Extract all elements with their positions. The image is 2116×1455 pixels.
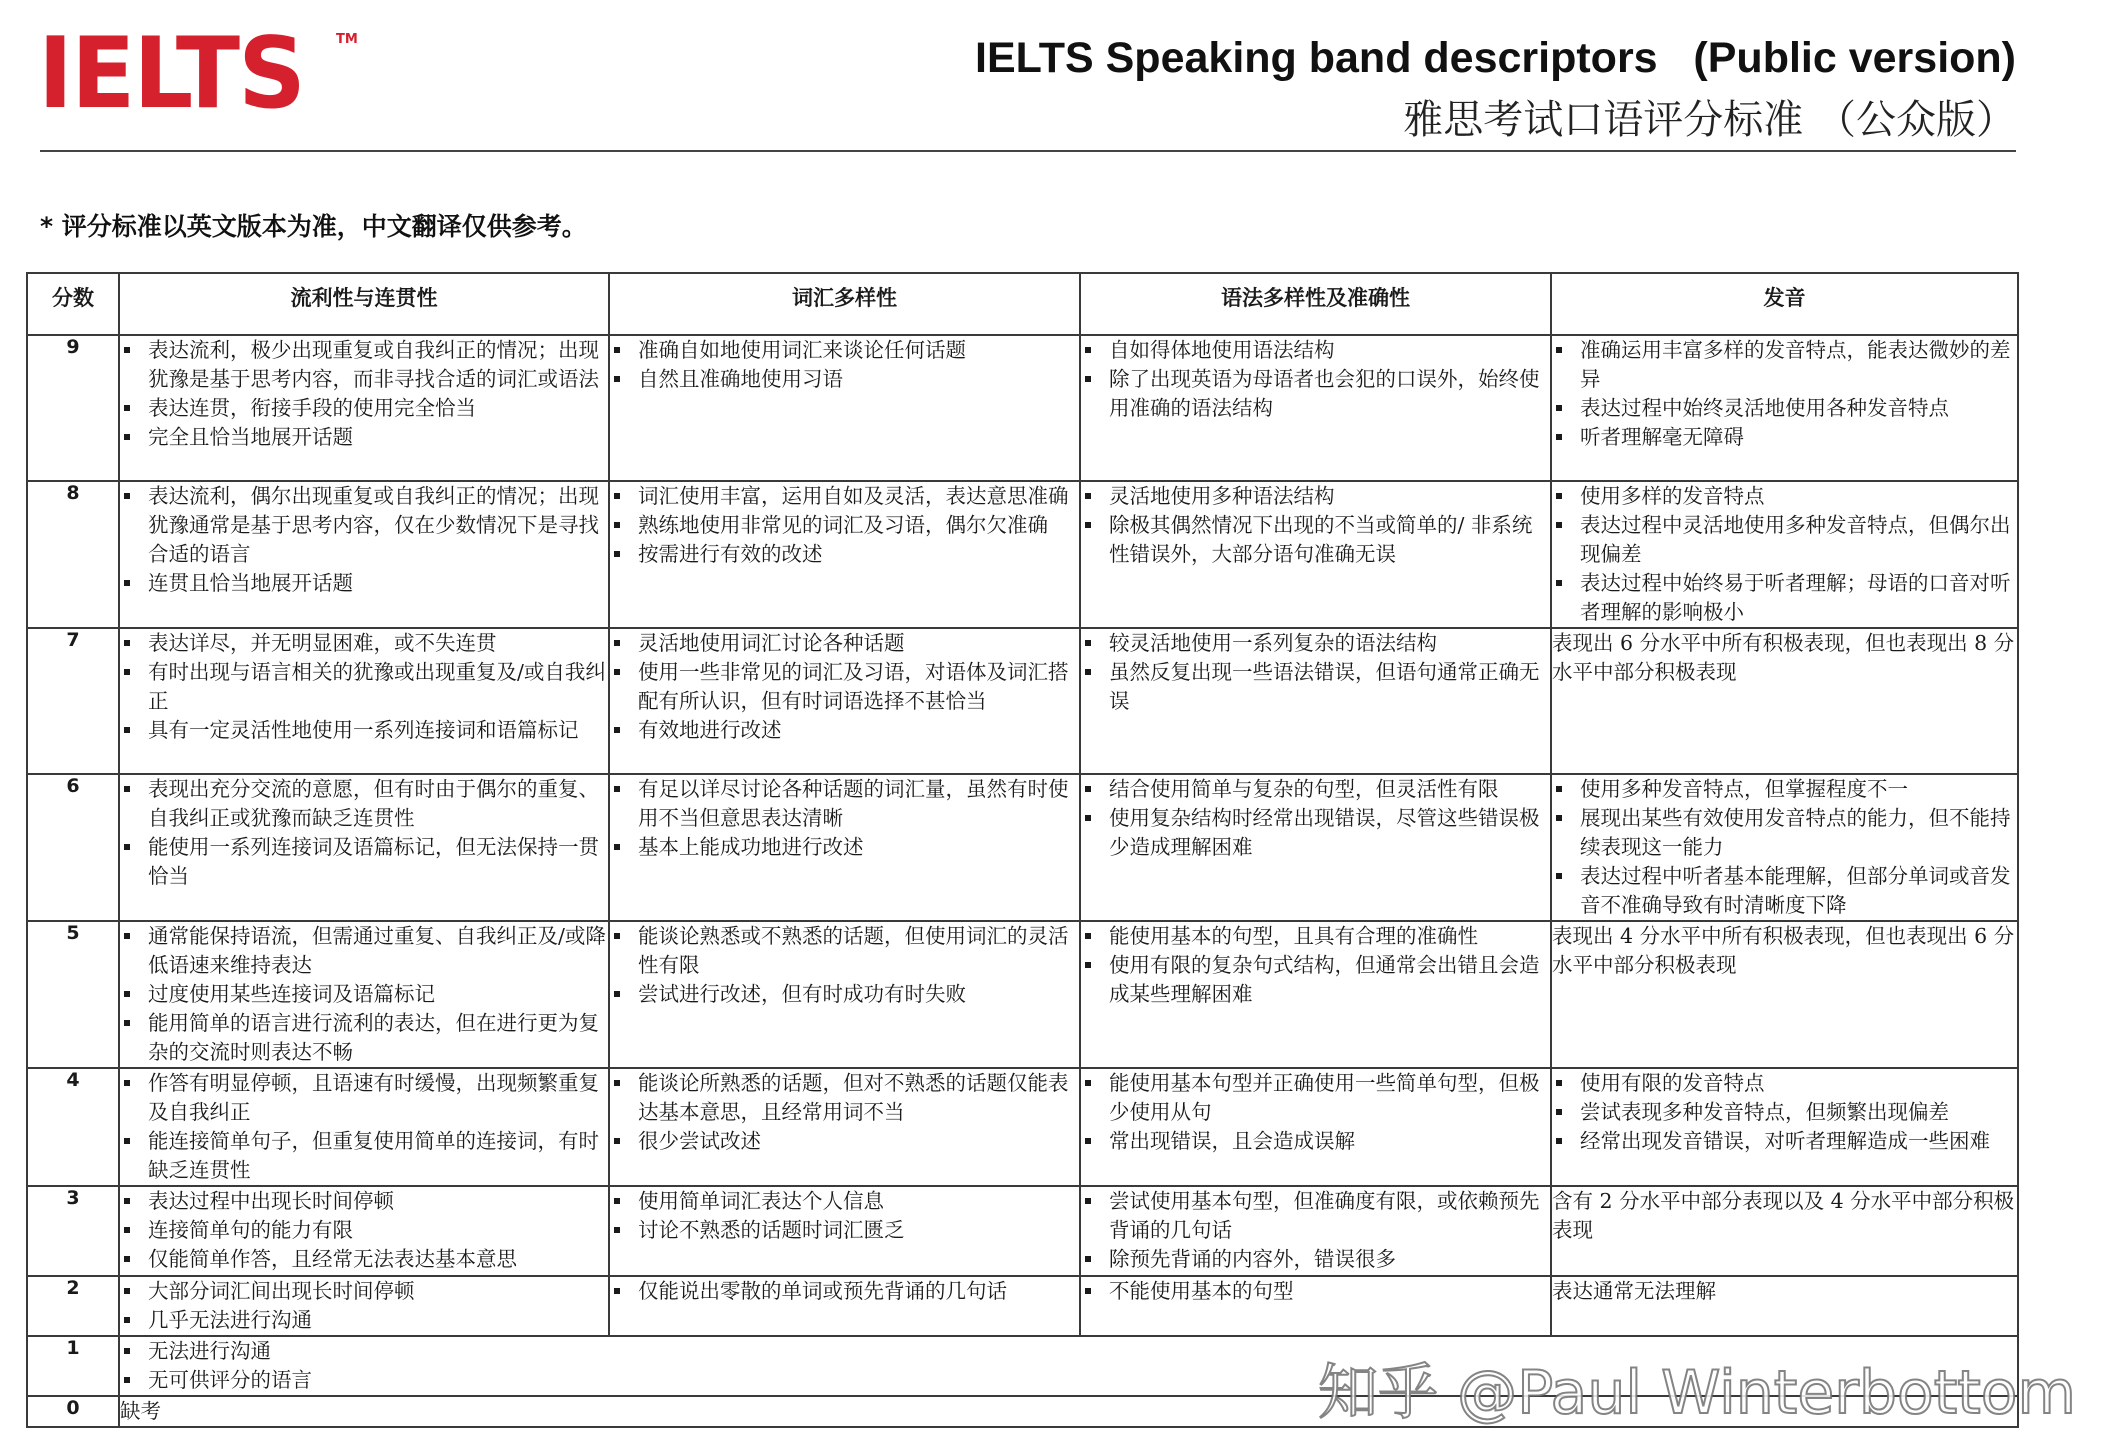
bullet-list [1081, 1277, 1550, 1306]
fluency-cell [119, 921, 609, 1068]
bullet-list [120, 1277, 608, 1335]
pronunciation-cell [1551, 1068, 2018, 1186]
list-item: 常出现错误，且会造成误解 [1081, 1127, 1550, 1156]
bullet-list [610, 336, 1079, 394]
fluency-cell [119, 1068, 609, 1186]
fluency-cell [119, 1276, 609, 1336]
list-item: 使用一些非常见的词汇及习语，对语体及词汇搭配有所认识，但有时词语选择不甚恰当 [610, 658, 1079, 716]
bullet-list [1552, 336, 2017, 452]
list-item: 过度使用某些连接词及语篇标记 [120, 980, 608, 1009]
list-item: 表达详尽，并无明显困难，或不失连贯 [120, 629, 608, 658]
fluency-cell [119, 628, 609, 774]
list-item: 不能使用基本的句型 [1081, 1277, 1550, 1306]
list-item: 基本上能成功地进行改述 [610, 833, 1079, 862]
pronunciation-cell [1551, 774, 2018, 921]
bullet-list [120, 775, 608, 891]
list-item: 无法进行沟通 [120, 1337, 2017, 1366]
list-item: 准确运用丰富多样的发音特点，能表达微妙的差异 [1552, 336, 2017, 394]
bullet-list [120, 336, 608, 452]
list-item: 作答有明显停顿，且语速有时缓慢，出现频繁重复及自我纠正 [120, 1069, 608, 1127]
fluency-cell [119, 481, 609, 628]
list-item: 能使用基本句型并正确使用一些简单句型，但极少使用从句 [1081, 1069, 1550, 1127]
lexical-cell [609, 628, 1080, 774]
table-row [27, 1186, 2018, 1276]
list-item: 听者理解毫无障碍 [1552, 423, 2017, 452]
list-item: 尝试进行改述，但有时成功有时失败 [610, 980, 1079, 1009]
bullet-list [1081, 482, 1550, 569]
bullet-list [610, 1277, 1079, 1306]
header-score: 分数 [27, 273, 119, 335]
grammar-cell [1080, 481, 1551, 628]
fluency-cell [119, 1186, 609, 1276]
list-item: 经常出现发音错误，对听者理解造成一些困难 [1552, 1127, 2017, 1156]
bullet-list [1081, 336, 1550, 423]
bullet-list [1081, 1187, 1550, 1274]
logo-wordmark: IELTS [38, 17, 304, 131]
pronunciation-cell: 表达通常无法理解 [1551, 1276, 2018, 1336]
list-item: 灵活地使用多种语法结构 [1081, 482, 1550, 511]
grammar-cell [1080, 1068, 1551, 1186]
bullet-list [120, 922, 608, 1067]
band-descriptor-table [26, 272, 2019, 1428]
list-item: 虽然反复出现一些语法错误，但语句通常正确无误 [1081, 658, 1550, 716]
list-item: 尝试表现多种发音特点，但频繁出现偏差 [1552, 1098, 2017, 1127]
grammar-cell [1080, 774, 1551, 921]
lexical-cell [609, 774, 1080, 921]
ielts-logo [38, 17, 358, 131]
header-lexical: 词汇多样性 [609, 273, 1080, 335]
table-row [27, 628, 2018, 774]
list-item: 通常能保持语流，但需通过重复、自我纠正及/或降低语速来维持表达 [120, 922, 608, 980]
list-item: 完全且恰当地展开话题 [120, 423, 608, 452]
header-pronunciation: 发音 [1551, 273, 2018, 335]
list-item: 除极其偶然情况下出现的不当或简单的/ 非系统性错误外，大部分语句准确无误 [1081, 511, 1550, 569]
list-item: 词汇使用丰富，运用自如及灵活，表达意思准确 [610, 482, 1079, 511]
list-item: 自然且准确地使用习语 [610, 365, 1079, 394]
list-item: 表达过程中听者基本能理解，但部分单词或音发音不准确导致有时清晰度下降 [1552, 862, 2017, 920]
list-item: 能用简单的语言进行流利的表达，但在进行更为复杂的交流时则表达不畅 [120, 1009, 608, 1067]
bullet-list [610, 629, 1079, 745]
list-item: 能谈论熟悉或不熟悉的话题，但使用词汇的灵活性有限 [610, 922, 1079, 980]
list-item: 有足以详尽讨论各种话题的词汇量，虽然有时使用不当但意思表达清晰 [610, 775, 1079, 833]
list-item: 连接简单句的能力有限 [120, 1216, 608, 1245]
page-title-english: IELTS Speaking band descriptors (Public version) [975, 34, 2016, 82]
table-row [27, 921, 2018, 1068]
list-item: 使用有限的复杂句式结构，但通常会出错且会造成某些理解困难 [1081, 951, 1550, 1009]
grammar-cell [1080, 628, 1551, 774]
page-title-chinese: 雅思考试口语评分标准 （公众版） [1403, 97, 2016, 143]
band-score: 1 [27, 1336, 119, 1396]
list-item: 熟练地使用非常见的词汇及习语，偶尔欠准确 [610, 511, 1079, 540]
zhihu-watermark: 知乎 @Paul Winterbottom [1318, 1358, 2076, 1428]
list-item: 按需进行有效的改述 [610, 540, 1079, 569]
bullet-list [610, 1187, 1079, 1245]
list-item: 有时出现与语言相关的犹豫或出现重复及/或自我纠正 [120, 658, 608, 716]
list-item: 大部分词汇间出现长时间停顿 [120, 1277, 608, 1306]
list-item: 使用复杂结构时经常出现错误，尽管这些错误极少造成理解困难 [1081, 804, 1550, 862]
list-item: 除预先背诵的内容外，错误很多 [1081, 1245, 1550, 1274]
table-header-row [27, 273, 2018, 335]
list-item: 无可供评分的语言 [120, 1366, 2017, 1395]
pronunciation-cell: 含有 2 分水平中部分表现以及 4 分水平中部分积极表现 [1551, 1186, 2018, 1276]
list-item: 几乎无法进行沟通 [120, 1306, 608, 1335]
lexical-cell [609, 921, 1080, 1068]
table-row [27, 1068, 2018, 1186]
list-item: 尝试使用基本句型，但准确度有限，或依赖预先背诵的几句话 [1081, 1187, 1550, 1245]
bullet-list [1552, 775, 2017, 920]
table-row [27, 1276, 2018, 1336]
bullet-list [120, 1069, 608, 1185]
grammar-cell [1080, 335, 1551, 481]
grammar-cell [1080, 921, 1551, 1068]
list-item: 仅能简单作答，且经常无法表达基本意思 [120, 1245, 608, 1274]
list-item: 仅能说出零散的单词或预先背诵的几句话 [610, 1277, 1079, 1306]
list-item: 表达过程中始终易于听者理解；母语的口音对听者理解的影响极小 [1552, 569, 2017, 627]
bullet-list [120, 629, 608, 745]
bullet-list [1081, 629, 1550, 716]
grammar-cell [1080, 1186, 1551, 1276]
list-item: 表达过程中出现长时间停顿 [120, 1187, 608, 1216]
band-score: 5 [27, 921, 119, 1068]
list-item: 除了出现英语为母语者也会犯的口误外，始终使用准确的语法结构 [1081, 365, 1550, 423]
list-item: 表达流利，偶尔出现重复或自我纠正的情况；出现犹豫通常是基于思考内容，仅在少数情况下是寻找合适的语言 [120, 482, 608, 569]
lexical-cell [609, 335, 1080, 481]
grammar-cell [1080, 1276, 1551, 1336]
list-item: 表达过程中灵活地使用多种发音特点，但偶尔出现偏差 [1552, 511, 2017, 569]
bullet-list [120, 482, 608, 598]
translation-note: * 评分标准以英文版本为准，中文翻译仅供参考。 [40, 212, 587, 241]
list-item: 展现出某些有效使用发音特点的能力，但不能持续表现这一能力 [1552, 804, 2017, 862]
list-item: 表达连贯，衔接手段的使用完全恰当 [120, 394, 608, 423]
list-item: 使用多样的发音特点 [1552, 482, 2017, 511]
bullet-list [120, 1187, 608, 1274]
header-fluency: 流利性与连贯性 [119, 273, 609, 335]
lexical-cell [609, 1068, 1080, 1186]
list-item: 结合使用简单与复杂的句型，但灵活性有限 [1081, 775, 1550, 804]
bullet-list [610, 775, 1079, 862]
fluency-cell [119, 335, 609, 481]
merged-descriptor-cell: 缺考 [119, 1396, 2018, 1427]
band-score: 6 [27, 774, 119, 921]
table-row [27, 774, 2018, 921]
band-score: 3 [27, 1186, 119, 1276]
header-grammar: 语法多样性及准确性 [1080, 273, 1551, 335]
band-score: 2 [27, 1276, 119, 1336]
bullet-list [1081, 922, 1550, 1009]
band-score: 9 [27, 335, 119, 481]
list-item: 较灵活地使用一系列复杂的语法结构 [1081, 629, 1550, 658]
list-item: 能使用一系列连接词及语篇标记，但无法保持一贯恰当 [120, 833, 608, 891]
list-item: 灵活地使用词汇讨论各种话题 [610, 629, 1079, 658]
lexical-cell [609, 481, 1080, 628]
header-divider [40, 150, 2016, 152]
pronunciation-cell [1551, 335, 2018, 481]
table-row [27, 481, 2018, 628]
list-item: 使用有限的发音特点 [1552, 1069, 2017, 1098]
list-item: 表达过程中始终灵活地使用各种发音特点 [1552, 394, 2017, 423]
bullet-list [1081, 775, 1550, 862]
band-score: 7 [27, 628, 119, 774]
band-score: 0 [27, 1396, 119, 1427]
list-item: 使用多种发音特点，但掌握程度不一 [1552, 775, 2017, 804]
list-item: 准确自如地使用词汇来谈论任何话题 [610, 336, 1079, 365]
bullet-list [1552, 482, 2017, 627]
bullet-list [610, 1069, 1079, 1156]
bullet-list [610, 482, 1079, 569]
bullet-list [1552, 1069, 2017, 1156]
list-item: 具有一定灵活性地使用一系列连接词和语篇标记 [120, 716, 608, 745]
list-item: 表达流利，极少出现重复或自我纠正的情况；出现犹豫是基于思考内容，而非寻找合适的词汇或语法 [120, 336, 608, 394]
pronunciation-cell [1551, 481, 2018, 628]
pronunciation-cell: 表现出 6 分水平中所有积极表现，但也表现出 8 分水平中部分积极表现 [1551, 628, 2018, 774]
table-row [27, 335, 2018, 481]
list-item: 能使用基本的句型，且具有合理的准确性 [1081, 922, 1550, 951]
list-item: 能谈论所熟悉的话题，但对不熟悉的话题仅能表达基本意思，且经常用词不当 [610, 1069, 1079, 1127]
bullet-list [610, 922, 1079, 1009]
list-item: 连贯且恰当地展开话题 [120, 569, 608, 598]
bullet-list [1081, 1069, 1550, 1156]
band-score: 8 [27, 481, 119, 628]
band-score: 4 [27, 1068, 119, 1186]
list-item: 使用简单词汇表达个人信息 [610, 1187, 1079, 1216]
lexical-cell [609, 1186, 1080, 1276]
list-item: 能连接简单句子，但重复使用简单的连接词，有时缺乏连贯性 [120, 1127, 608, 1185]
pronunciation-cell: 表现出 4 分水平中所有积极表现，但也表现出 6 分水平中部分积极表现 [1551, 921, 2018, 1068]
trademark-mark: TM [336, 32, 358, 47]
list-item: 有效地进行改述 [610, 716, 1079, 745]
list-item: 很少尝试改述 [610, 1127, 1079, 1156]
list-item: 表现出充分交流的意愿，但有时由于偶尔的重复、自我纠正或犹豫而缺乏连贯性 [120, 775, 608, 833]
list-item: 自如得体地使用语法结构 [1081, 336, 1550, 365]
list-item: 讨论不熟悉的话题时词汇匮乏 [610, 1216, 1079, 1245]
lexical-cell [609, 1276, 1080, 1336]
fluency-cell [119, 774, 609, 921]
